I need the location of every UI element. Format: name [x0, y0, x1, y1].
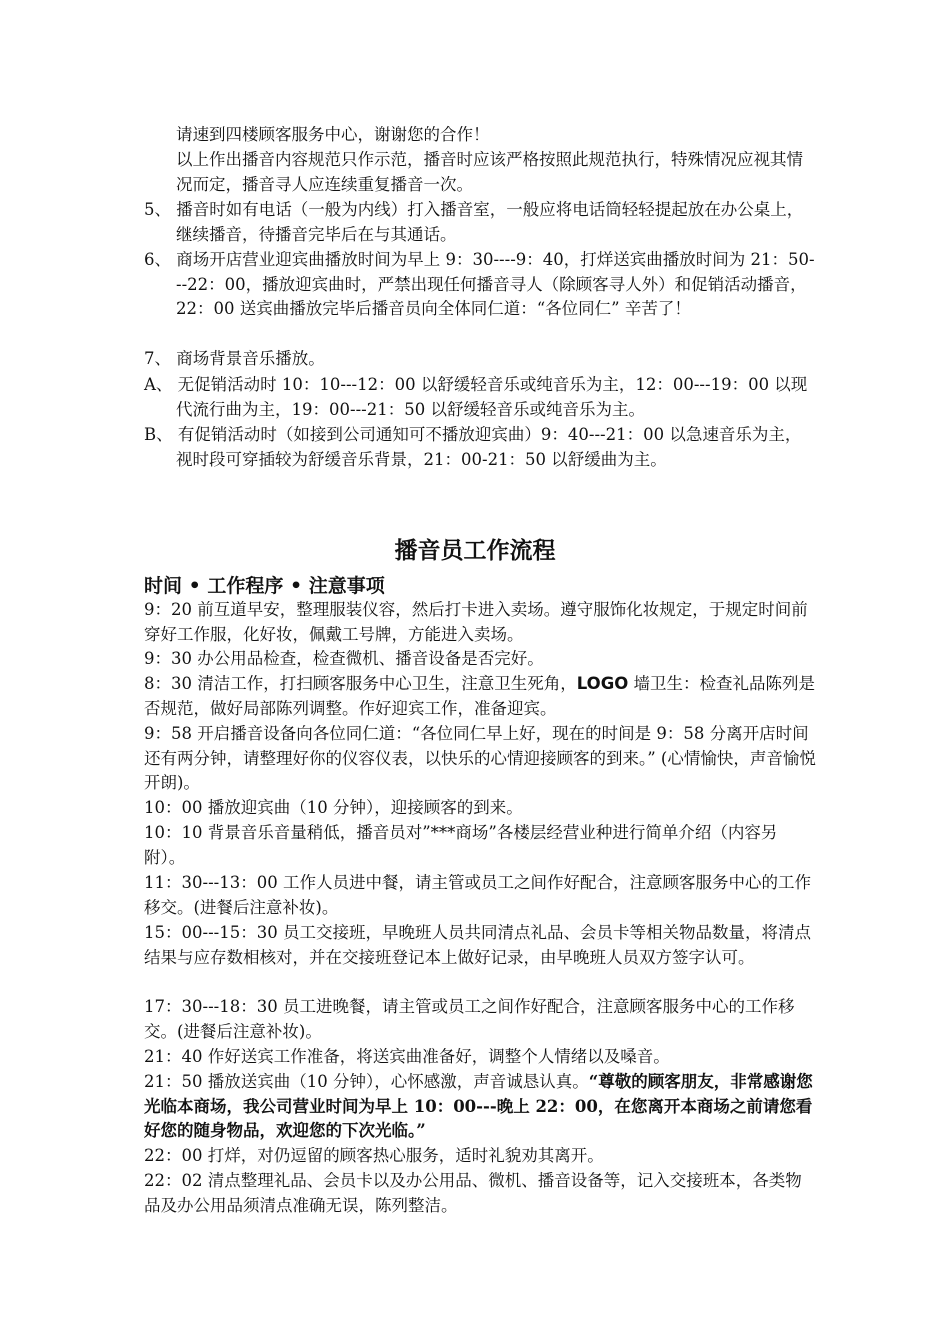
paragraph-broadcast-norm: 以上作出播音内容规范只作示范，播音时应该严格按照此规范执行，特殊情况应视其情况而定，播音寻人应连续重复播音一次。: [176, 150, 803, 194]
flow-item-1500: 15：00---15：30 员工交接班，早晚班人员共同清点礼品、会员卡等相关物品数量，将清点结果与应存数相核对，并在交接班登记本上做好记录，由早晚班人员双方签字认可。: [144, 923, 811, 967]
list-item-7: 7、 商场背景音乐播放。: [144, 349, 325, 368]
logo-word: LOGO: [576, 674, 629, 693]
list-item-5: 5、 播音时如有电话（一般为内线）打入播音室，一般应将电话筒轻轻提起放在办公桌上，继续播音，待播音完毕后在与其通话。: [144, 200, 804, 244]
flow-item-2150: [144, 1070, 816, 1144]
flow-item-0958: 9：58 开启播音设备向各位同仁道：“各位同仁早上好，现在的时间是 9：58 分离开店时间还有两分钟，请整理好你的仪容仪表，以快乐的心情迎接顾客的到来。” (心情愉快，声音愉悦开朗)。: [144, 724, 816, 793]
flow-text: 墙卫生：检查礼品陈列是否规范，做好局部陈列调整。作好迎宾工作，准备迎宾。: [144, 674, 816, 718]
flow-item-0930: 9：30 办公用品检查，检查微机、播音设备是否完好。: [144, 649, 544, 668]
section-title: 播音员工作流程: [394, 537, 556, 564]
list-item-b: B、 有促销活动时（如接到公司通知可不播放迎宾曲）9：40---21：00 以急速音乐为主，视时段可穿插较为舒缓音乐背景，21：00-21：50 以舒缓曲为主。: [144, 425, 802, 469]
list-item-a: A、 无促销活动时 10：10---12：00 以舒缓轻音乐或纯音乐为主，12：00---19：00 以现代流行曲为主，19：00---21：50 以舒缓轻音乐或纯音乐为主。: [144, 375, 808, 419]
flow-item-0920: 9：20 前互道早安，整理服装仪容，然后打卡进入卖场。遵守服饰化妆规定，于规定时间前穿好工作服，化好妆，佩戴工号牌，方能进入卖场。: [144, 600, 808, 644]
flow-item-1000: 10：00 播放迎宾曲（10 分钟），迎接顾客的到来。: [144, 798, 523, 817]
flow-text: 8：30 清洁工作，打扫顾客服务中心卫生，注意卫生死角，: [144, 674, 577, 693]
paragraph-contact-notice: 请速到四楼顾客服务中心，谢谢您的合作！: [176, 125, 490, 144]
section-subtitle: 时间 • 工作程序 • 注意事项: [144, 575, 385, 597]
flow-item-1730: 17：30---18：30 员工进晚餐，请主管或员工之间作好配合，注意顾客服务中心的工作移交。(进餐后注意补妆)。: [144, 997, 795, 1041]
farewell-announcement: “尊敬的顾客朋友，非常感谢您光临本商场，我公司营业时间为早上 10：00---晚上 22：00，在您离开本商场之前请您看好您的随身物品，欢迎您的下次光临。”: [144, 1072, 813, 1141]
flow-item-2202: 22：02 清点整理礼品、会员卡以及办公用品、微机、播音设备等，记入交接班本，各类物品及办公用品须清点准确无误，陈列整洁。: [144, 1171, 802, 1215]
flow-item-2140: 21：40 作好送宾工作准备，将送宾曲准备好，调整个人情绪以及嗓音。: [144, 1047, 670, 1066]
flow-item-1130: 11：30---13：00 工作人员进中餐，请主管或员工之间作好配合，注意顾客服务中心的工作移交。(进餐后注意补妆)。: [144, 873, 811, 917]
list-item-6: 6、 商场开店营业迎宾曲播放时间为早上 9：30----9：40，打烊送宾曲播放时间为 21：50---22：00，播放迎宾曲时，严禁出现任何播音寻人（除顾客寻人外）和促销活动播音，22：00 送宾曲播放完毕后播音员向全体同仁道：“各位同仁” 辛苦了！: [144, 250, 815, 319]
flow-text: 21：50 播放送宾曲（10 分钟），心怀感激，声音诚恳认真。: [144, 1072, 589, 1091]
flow-item-1010: 10：10 背景音乐音量稍低，播音员对”***商场”各楼层经营业种进行简单介绍（内容另附）。: [144, 823, 778, 867]
flow-item-2200: 22：00 打烊，对仍逗留的顾客热心服务，适时礼貌劝其离开。: [144, 1146, 604, 1165]
flow-item-0830: [144, 672, 816, 721]
